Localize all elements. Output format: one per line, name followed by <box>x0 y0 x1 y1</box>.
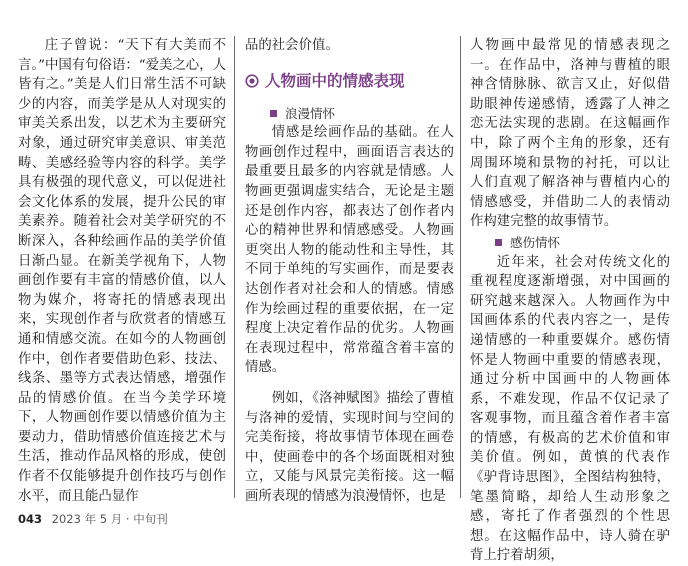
body-paragraph-continuation: 品的社会价值。 <box>245 38 339 53</box>
body-paragraph: 情感是绘画作品的基础。在人物画创作过程中，画面语言表达的最重要且最多的内容就是情感。人物画更强调虚实结合，无论是主题还是创作内容，都表达了创作者内心的精神世界和情感感受。人物画更突出人物的能动性和主导性，其不同于单纯的写实画作，而是要表达创作者对社会和人的情感。情感作为绘画过程的重要依据，在一定程度上决定着作品的优劣。人物画在表现过程中，常常蕴含着丰富的情感。 <box>245 125 454 376</box>
page-number: 043 <box>18 512 43 526</box>
body-paragraph: 例如，《洛神赋图》描绘了曹植与洛神的爱情，实现时间与空间的完美衔接，将故事情节体现在画卷中，使画卷中的各个场面既相对独立，又能与风景完美衔接。这一幅画所表现的情感为浪漫情怀，也是 <box>245 390 454 504</box>
page-footer <box>18 511 168 527</box>
column-divider <box>460 36 461 498</box>
subsection-title: 浪漫情怀 <box>285 105 336 121</box>
subsection-heading <box>245 104 454 124</box>
square-bullet-icon <box>270 110 277 117</box>
section-title: 人物画中的情感表现 <box>265 71 405 90</box>
body-paragraph: 庄子曾说：“天下有大美而不言。”中国有句俗语：“爱美之心，人皆有之。”美是人们日常生活不可缺少的内容，而美学是从人对现实的审美关系出发，以艺术为主要研究对象，通过研究审美意识、审美范畴、美感经验等内容的科学。美学具有极强的现代意义，可以促进社会文化体系的发展，提升公民的审美素养。随着社会对美学研究的不断深入，各种绘画作品的美学价值日渐凸显。在新美学视角下，人物画创作要有丰富的情感价值，以人物为媒介，将寄托的情感表现出来，实现创作者与欣赏者的情感互通和情感交流。在如今的人物画创作中，创作者要借助色彩、技法、线条、墨等方式表达情感，增强作品的情感价值。在当今美学环境下，人物画创作要以情感价值为主要动力，借助情感价值连接艺术与生活，推动作品风格的形成，使创作者不仅能够提升创作技巧与创作水平，而且能凸显作 <box>18 38 226 504</box>
square-bullet-icon <box>495 239 502 246</box>
column-middle <box>245 36 454 506</box>
column-right <box>470 36 670 566</box>
column-divider <box>234 36 235 498</box>
subsection-heading <box>470 233 670 253</box>
body-paragraph: 近年来，社会对传统文化的重视程度逐渐增强，对中国画的研究越来越深入。人物画作为中国画体系的代表内容之一，是传递情感的一种重要媒介。感伤情怀是人物画中重要的情感表现，通过分析中国画中的人物画体系，不难发现，作品不仅记录了客观事物，而且蕴含着作者丰富的情感，有极高的艺术价值和审美价值。例如，黄慎的代表作《驴背诗思图》，全图结构独特，笔墨简略，却给人生动形象之感，寄托了作者强烈的个性思想。在这幅作品中，诗人骑在驴背上拧着胡须， <box>470 254 670 564</box>
body-paragraph-continuation: 人物画中最常见的情感表现之一。在作品中，洛神与曹植的眼神含情脉脉、欲言又止，好似借助眼神传递感情，透露了人神之恋无法实现的悲剧。在这幅画作中，除了两个主角的形象，还有周围环境和景物的衬托，可以让人们直观了解洛神与曹植内心的情感感受，并借助二人的表情动作构建完整的故事情节。 <box>470 38 670 230</box>
section-heading <box>245 70 454 92</box>
issue-info: 2023 年 5 月 · 中旬刊 <box>51 512 168 526</box>
column-left <box>18 36 226 506</box>
subsection-title: 感伤情怀 <box>510 234 561 250</box>
circle-dot-icon <box>245 74 259 88</box>
